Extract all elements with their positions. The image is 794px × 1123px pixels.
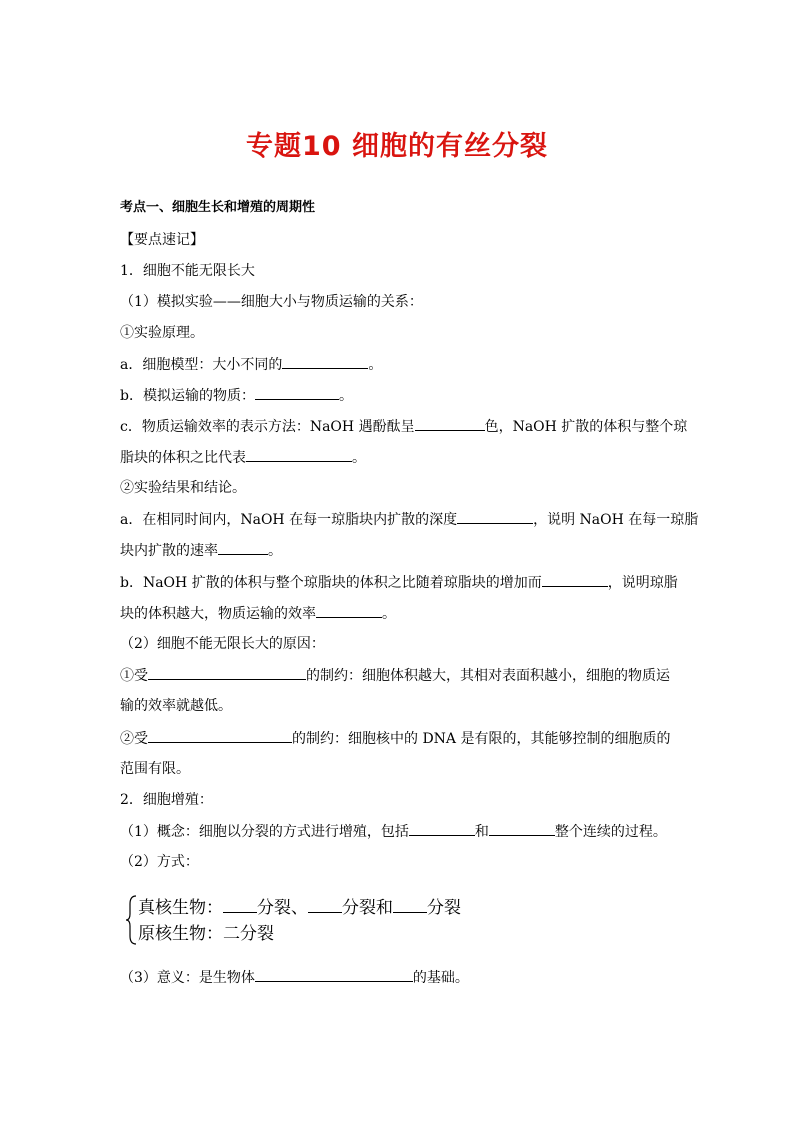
text: b．模拟运输的物质： — [120, 388, 255, 404]
blank-field[interactable] — [393, 896, 427, 913]
prokaryote-line: 原核生物：二分裂 — [138, 924, 274, 944]
item-2-2: （2）方式： — [120, 854, 199, 870]
blank-field[interactable] — [148, 665, 306, 680]
text: 。 — [368, 357, 383, 373]
text: 真核生物： — [138, 898, 223, 918]
text: 。 — [382, 606, 396, 622]
blank-field[interactable] — [457, 509, 533, 524]
text: 块的体积越大，物质运输的效率 — [120, 606, 316, 622]
reason-2 — [120, 728, 676, 749]
text: （3）意义：是生物体 — [120, 970, 255, 986]
blank-field[interactable] — [223, 896, 257, 913]
text: 分裂、 — [257, 898, 308, 918]
text: （1）概念：细胞以分裂的方式进行增殖，包括 — [120, 824, 409, 840]
reason-1-line2: 输的效率就越低。 — [120, 698, 232, 714]
text: a．细胞模型：大小不同的 — [120, 357, 283, 373]
principle-label: ①实验原理。 — [120, 325, 204, 341]
item-1: 1．细胞不能无限长大 — [120, 263, 255, 279]
question-c — [120, 416, 688, 437]
eukaryote-line — [138, 896, 461, 920]
text: a．在相同时间内，NaOH 在每一琼脂块内扩散的深度 — [120, 512, 458, 528]
text: 。 — [268, 543, 282, 559]
question-c-line2 — [120, 447, 676, 468]
item-1-2: （2）细胞不能无限长大的原因： — [120, 636, 325, 652]
blank-field[interactable] — [218, 540, 268, 555]
text: 脂块的体积之比代表 — [120, 450, 246, 466]
text: 分裂 — [427, 898, 461, 918]
blank-field[interactable] — [148, 728, 292, 743]
text: 的基础。 — [412, 970, 469, 986]
text: 。 — [352, 450, 366, 466]
question-a — [120, 354, 676, 375]
blank-field[interactable] — [409, 821, 475, 836]
text: 。 — [338, 388, 353, 404]
item-2-1 — [120, 821, 676, 842]
result-b-line2 — [120, 603, 676, 624]
blank-field[interactable] — [255, 385, 339, 400]
blank-field[interactable] — [415, 416, 485, 431]
question-b — [120, 385, 676, 406]
result-b — [120, 572, 676, 593]
text: 色，NaOH 扩散的体积与整个琼 — [484, 419, 688, 435]
text: ①受 — [120, 668, 148, 684]
text: 整个连续的过程。 — [554, 824, 667, 840]
subheading: 【要点速记】 — [120, 232, 204, 248]
item-2-3 — [120, 967, 676, 988]
blank-field[interactable] — [282, 354, 368, 369]
results-label: ②实验结果和结论。 — [120, 480, 246, 496]
text: c．物质运输效率的表示方法：NaOH 遇酚酞呈 — [120, 419, 415, 435]
section-heading: 考点一、细胞生长和增殖的周期性 — [120, 200, 316, 215]
text: 的制约：细胞核中的 DNA 是有限的，其能够控制的细胞质的 — [292, 731, 671, 747]
reason-1 — [120, 665, 676, 686]
text: 和 — [474, 824, 489, 840]
text: 分裂和 — [342, 898, 393, 918]
text: ②受 — [120, 731, 148, 747]
result-a-line2 — [120, 540, 676, 561]
brace-icon — [126, 894, 138, 946]
blank-field[interactable] — [308, 896, 342, 913]
item-1-1: （1）模拟实验——细胞大小与物质运输的关系： — [120, 294, 423, 310]
blank-field[interactable] — [489, 821, 555, 836]
blank-field[interactable] — [542, 572, 608, 587]
blank-field[interactable] — [316, 603, 382, 618]
text: 块内扩散的速率 — [120, 543, 218, 559]
page-title: 专题10 细胞的有丝分裂 — [246, 131, 548, 162]
division-types-brace-group — [126, 894, 486, 950]
result-a — [120, 509, 699, 530]
text: ，说明 NaOH 在每一琼脂 — [533, 512, 699, 528]
text: b．NaOH 扩散的体积与整个琼脂块的体积之比随着琼脂块的增加而 — [120, 575, 542, 591]
blank-field[interactable] — [255, 967, 413, 982]
text: ，说明琼脂 — [607, 575, 678, 591]
item-2: 2．细胞增殖： — [120, 792, 213, 808]
blank-field[interactable] — [246, 447, 352, 462]
text: 的制约：细胞体积越大，其相对表面积越小，细胞的物质运 — [306, 668, 670, 684]
reason-2-line2: 范围有限。 — [120, 761, 190, 777]
